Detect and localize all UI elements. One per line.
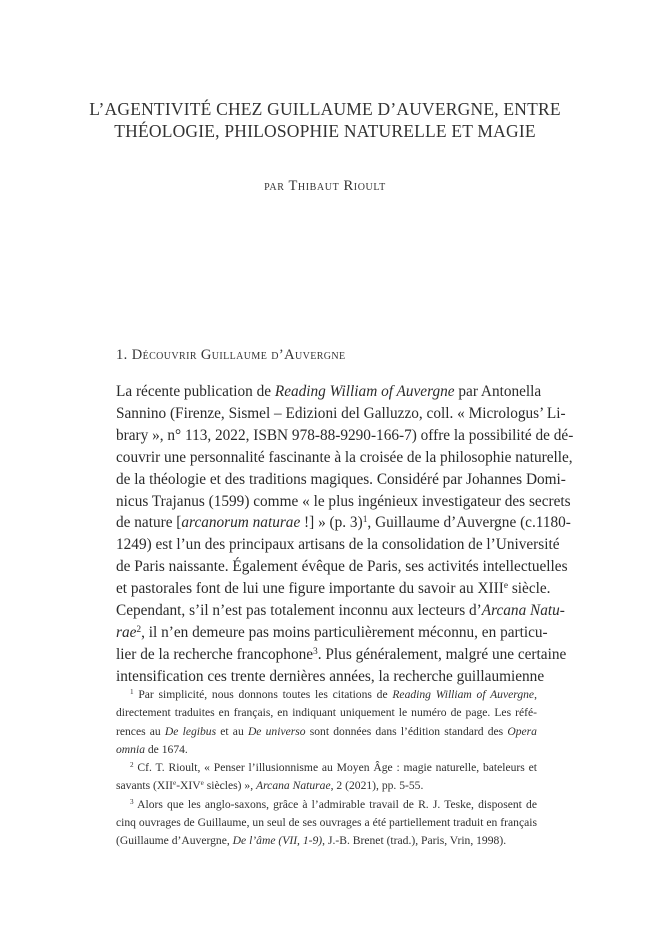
body-line: de Paris naissante. Également évêque de Paris, ses activités intellectuelles — [116, 558, 568, 576]
footnote-line: savants (XIIe-XIVe siècles) », Arcana Naturae, 2 (2021), pp. 5-55. — [116, 779, 424, 793]
body-line: lier de la recherche francophone$^3$. Plus généralement, malgré une certaine — [116, 645, 567, 663]
body-line: La récente publication de Reading William of Auvergne par Antonella — [116, 383, 542, 400]
body-line: de la théologie et des traditions magiques. Considéré par Johannes Domi- — [116, 470, 566, 488]
body-line: intensification ces trente dernières années, la recherche guillaumienne — [116, 667, 545, 685]
body-line: 1249) est l’un des principaux artisans de la consolidation de l’Université — [116, 536, 560, 554]
body-line: de nature [arcanorum naturae !] » (p. 3)$^1$, Guillaume d’Auvergne (c.1180- — [116, 514, 571, 532]
article-title-line-1: L’AGENTIVITÉ CHEZ GUILLAUME D’AUVERGNE, ENTRE — [89, 99, 561, 119]
body-line: brary », n° 113, 2022, ISBN 978-88-9290-166-7) offre la possibilité de dé- — [116, 426, 574, 444]
author-byline — [0, 178, 650, 195]
footnote-3: $^3$ Alors que les anglo-saxons, grâce à l’admirable travail de R. J. Teske, disposent de — [130, 797, 537, 811]
body-line: rae$^2$, il n’en demeure pas moins particulièrement méconnu, en particu- — [116, 623, 548, 641]
footnote-line: directement traduites en français, en indiquant uniquement le numéro de page. Les réfé- — [116, 706, 537, 720]
section-heading — [116, 347, 346, 364]
footnote-ref-3: 3 — [313, 646, 318, 657]
footnote-line: rences au De legibus et au De universo sont données dans l’édition standard des Opera — [116, 724, 537, 738]
footnotes — [116, 686, 537, 851]
body-line: couvrir une personnalité fascinante à la croisée de la philosophie naturelle, — [116, 448, 573, 466]
section-title: Découvrir Guillaume d’Auvergne — [131, 347, 346, 363]
article-title-line-2: THÉOLOGIE, PHILOSOPHIE NATURELLE ET MAGIE — [114, 121, 536, 141]
body-line: Cependant, s’il n’est pas totalement inconnu aux lecteurs d’Arcana Natu- — [116, 602, 565, 620]
body-paragraph — [116, 381, 574, 688]
author-name: Thibaut Rioult — [288, 178, 386, 194]
article-title — [80, 98, 570, 142]
footnote-line: (Guillaume d’Auvergne, De l’âme (VII, 1-9), J.-B. Brenet (trad.), Paris, Vrin, 1998). — [116, 834, 507, 848]
footnote-1: $^1$ Par simplicité, nous donnons toutes les citations de Reading William of Auvergne, — [130, 688, 537, 701]
footnote-ref-2: 2 — [136, 624, 142, 635]
body-line: Sannino (Firenze, Sismel – Edizioni del Galluzzo, coll. « Micrologus’ Li- — [116, 404, 566, 422]
author-prefix: par — [264, 178, 285, 194]
body-line: nicus Trajanus (1599) comme « le plus ingénieux investigateur des secrets — [116, 492, 571, 510]
footnote-ref-1: 1 — [362, 515, 368, 526]
body-line: et pastorales font de lui une figure importante du savoir au XIIIe siècle. — [116, 580, 551, 598]
section-number: 1. — [116, 347, 128, 363]
footnote-line: cinq ouvrages de Guillaume, un seul de ses ouvrages a été partiellement traduit en français — [116, 816, 537, 830]
footnote-2: $^2$ Cf. T. Rioult, « Penser l’illusionnisme au Moyen Âge : magie naturelle, bateleurs et — [130, 761, 537, 775]
footnote-line: omnia de 1674. — [116, 742, 188, 756]
book-title: Reading William of Auvergne — [274, 383, 455, 400]
